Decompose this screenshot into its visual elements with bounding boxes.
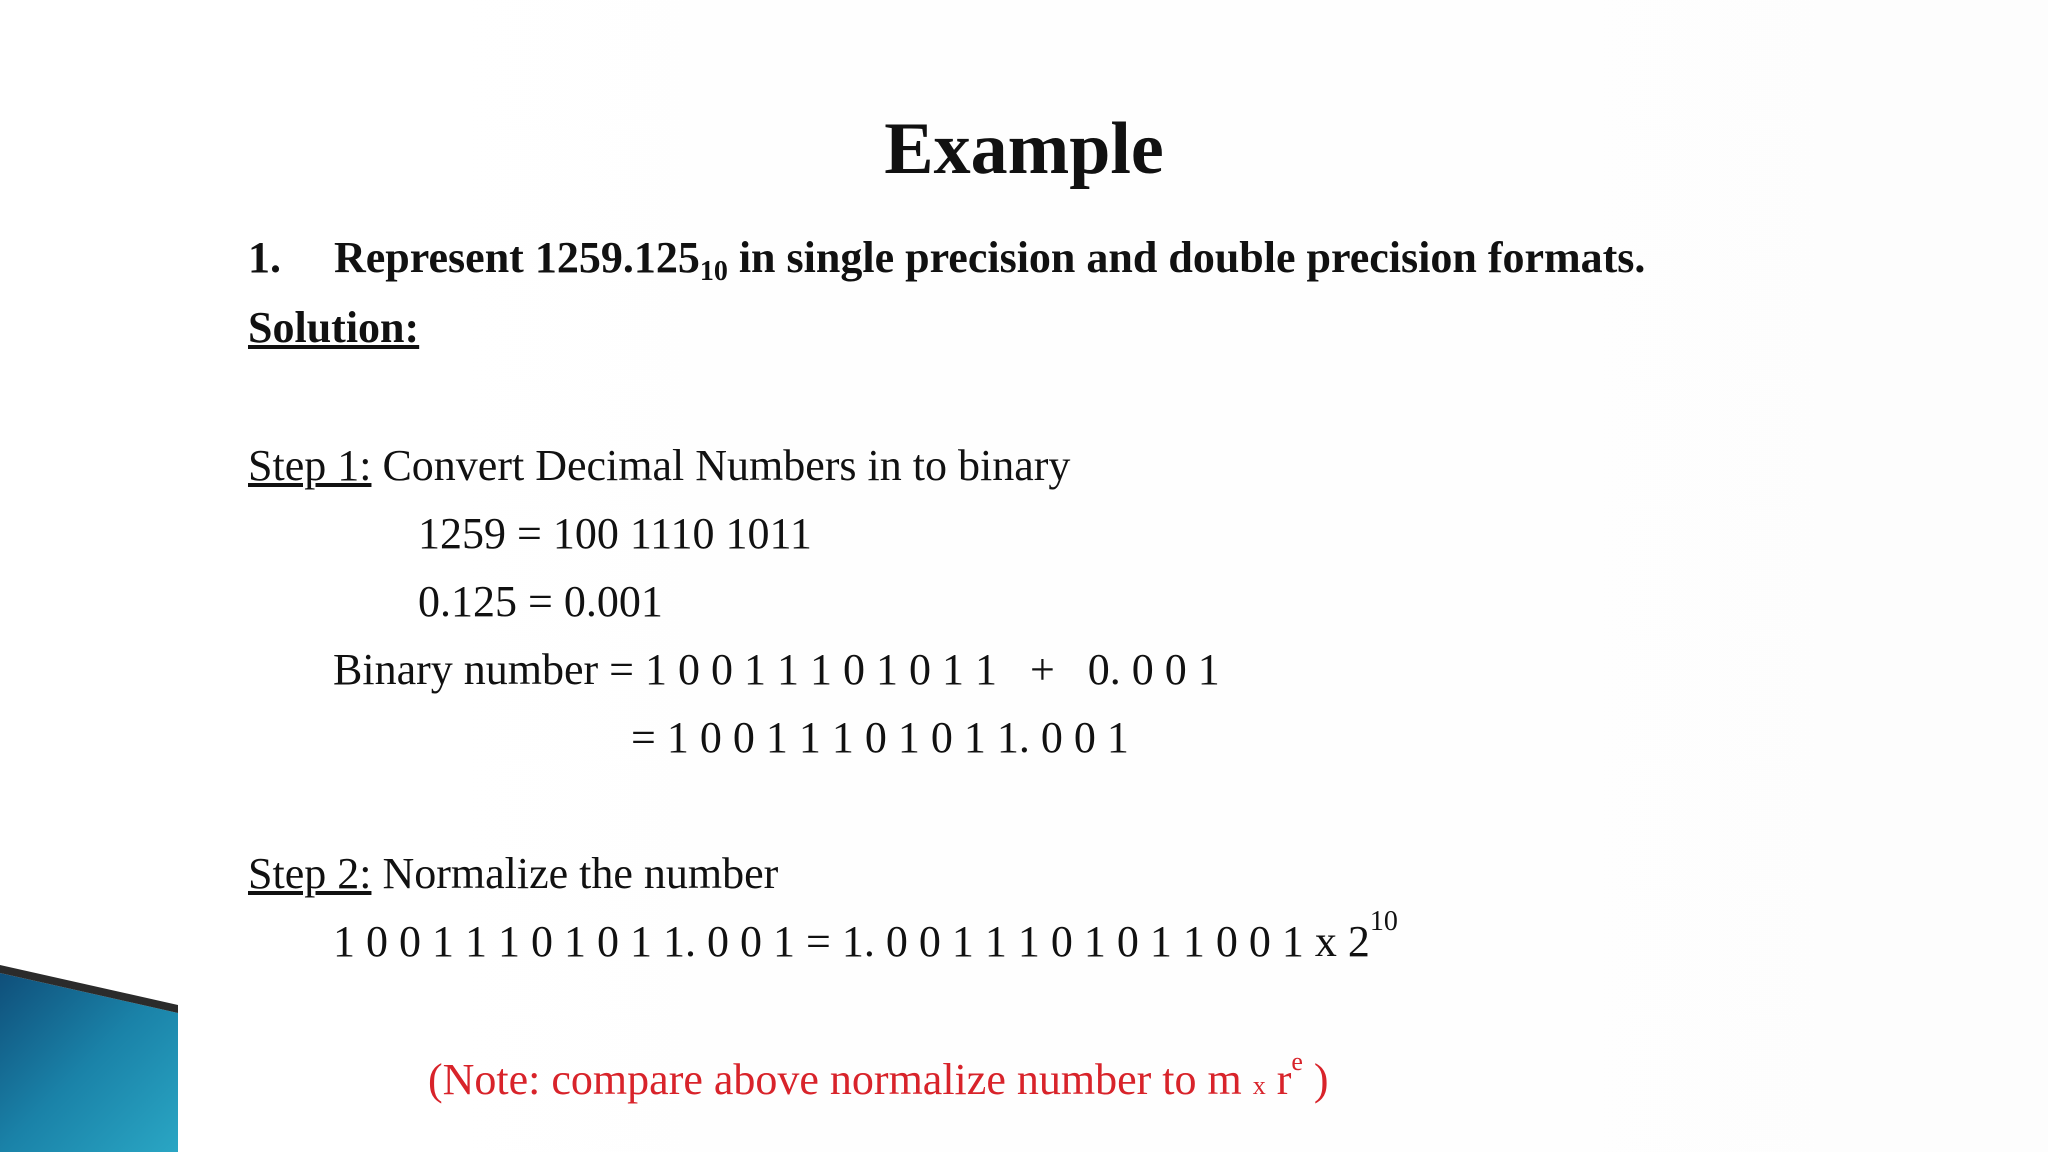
problem-text-end: in single precision and double precision formats. (727, 233, 1646, 282)
note-base: r (1265, 1055, 1292, 1104)
step2-text: Normalize the number (371, 849, 779, 898)
step2-label: Step 2: (248, 849, 372, 898)
step1-label: Step 1: (248, 441, 372, 490)
note-text-end: ) (1302, 1055, 1329, 1104)
note-exponent: e (1291, 1047, 1303, 1076)
problem-statement (248, 233, 1646, 287)
problem-text-start: Represent 1259.125 (334, 233, 700, 282)
normalized-expression: 1 0 0 1 1 1 0 1 0 1 1. 0 0 1 = 1. 0 0 1 1 1 0 1 0 1 1 0 0 1 x 2 (333, 917, 1370, 966)
note-text (428, 1047, 1329, 1104)
problem-number: 1. (248, 233, 281, 282)
step2-heading (248, 849, 779, 898)
solution-label: Solution: (248, 303, 420, 352)
step1-text: Convert Decimal Numbers in to binary (371, 441, 1071, 490)
problem-base-subscript: 10 (699, 256, 728, 287)
note-times-symbol: x (1252, 1071, 1266, 1100)
binary-result: = 1 0 0 1 1 1 0 1 0 1 1. 0 0 1 (631, 713, 1129, 762)
step1-heading (248, 441, 1071, 490)
binary-sum: Binary number = 1 0 0 1 1 1 0 1 0 1 1 + 0. 0 0 1 (333, 645, 1220, 694)
integer-conversion: 1259 = 100 1110 1011 (418, 509, 812, 558)
normalized-number (333, 906, 1398, 966)
corner-decoration (0, 965, 178, 1152)
note-text-start: (Note: compare above normalize number to m (428, 1055, 1253, 1104)
fraction-conversion: 0.125 = 0.001 (418, 577, 663, 626)
normalized-exponent: 10 (1369, 906, 1398, 937)
slide-title: Example (884, 108, 1164, 190)
